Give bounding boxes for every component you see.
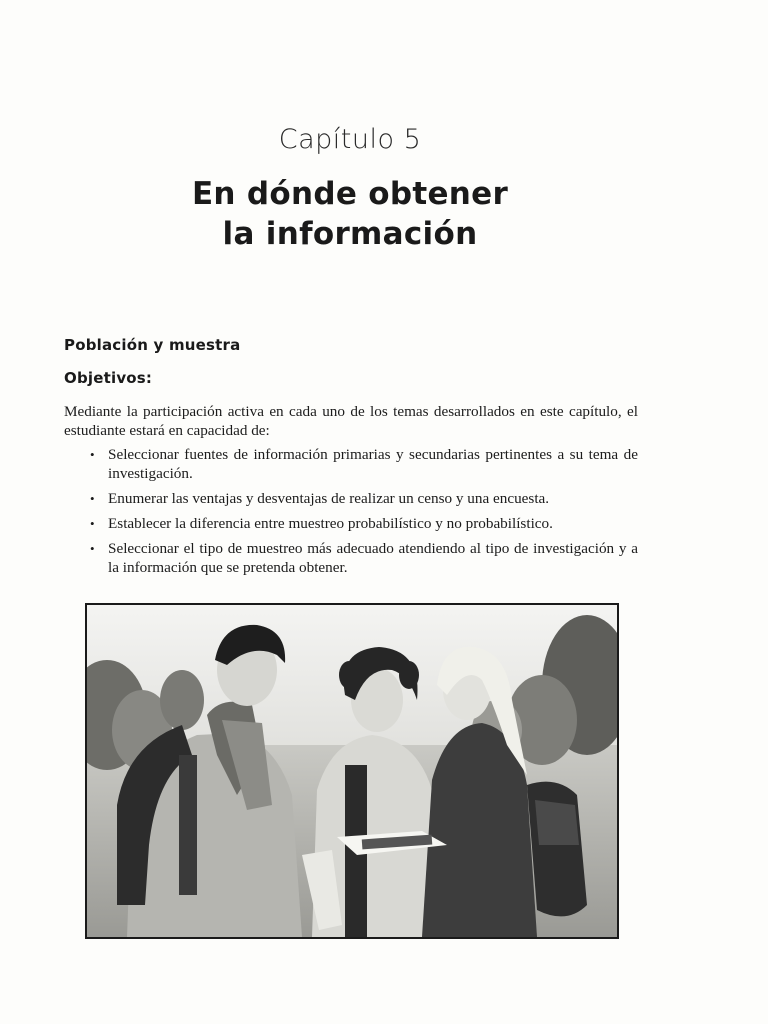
- list-item: [64, 539, 638, 577]
- objectives-list: [64, 445, 638, 583]
- list-item: [64, 489, 638, 508]
- objectives-heading: Objetivos:: [64, 369, 153, 387]
- chapter-title-line-2: la información: [222, 216, 478, 252]
- list-item: [64, 514, 638, 533]
- objective-text: Enumerar las ventajas y desventajas de realizar un censo y una encuesta.: [108, 490, 550, 507]
- intro-paragraph: Mediante la participación activa en cada uno de los temas desarrollados en este capítulo, el estudiante estará en capacidad de:: [64, 403, 638, 439]
- list-item: [64, 445, 638, 483]
- objective-text: Seleccionar el tipo de muestreo más adecuado atendiendo al tipo de investigación y a la información que se pretenda obtener.: [108, 540, 638, 576]
- chapter-label: Capítulo 5: [278, 124, 422, 155]
- bullet-icon: •: [90, 447, 95, 462]
- chapter-title-line-1: En dónde obtener: [191, 176, 509, 212]
- students-photo-illustration: [87, 605, 617, 937]
- chapter-title: [0, 174, 700, 254]
- bullet-icon: •: [90, 491, 95, 506]
- bullet-icon: •: [90, 541, 95, 556]
- objective-text: Seleccionar fuentes de información primarias y secundarias pertinentes a su tema de investigación.: [108, 446, 638, 482]
- section-heading: Población y muestra: [64, 336, 241, 354]
- objective-text: Establecer la diferencia entre muestreo probabilístico y no probabilístico.: [108, 515, 553, 532]
- students-photo: [85, 603, 619, 939]
- bullet-icon: •: [90, 516, 95, 531]
